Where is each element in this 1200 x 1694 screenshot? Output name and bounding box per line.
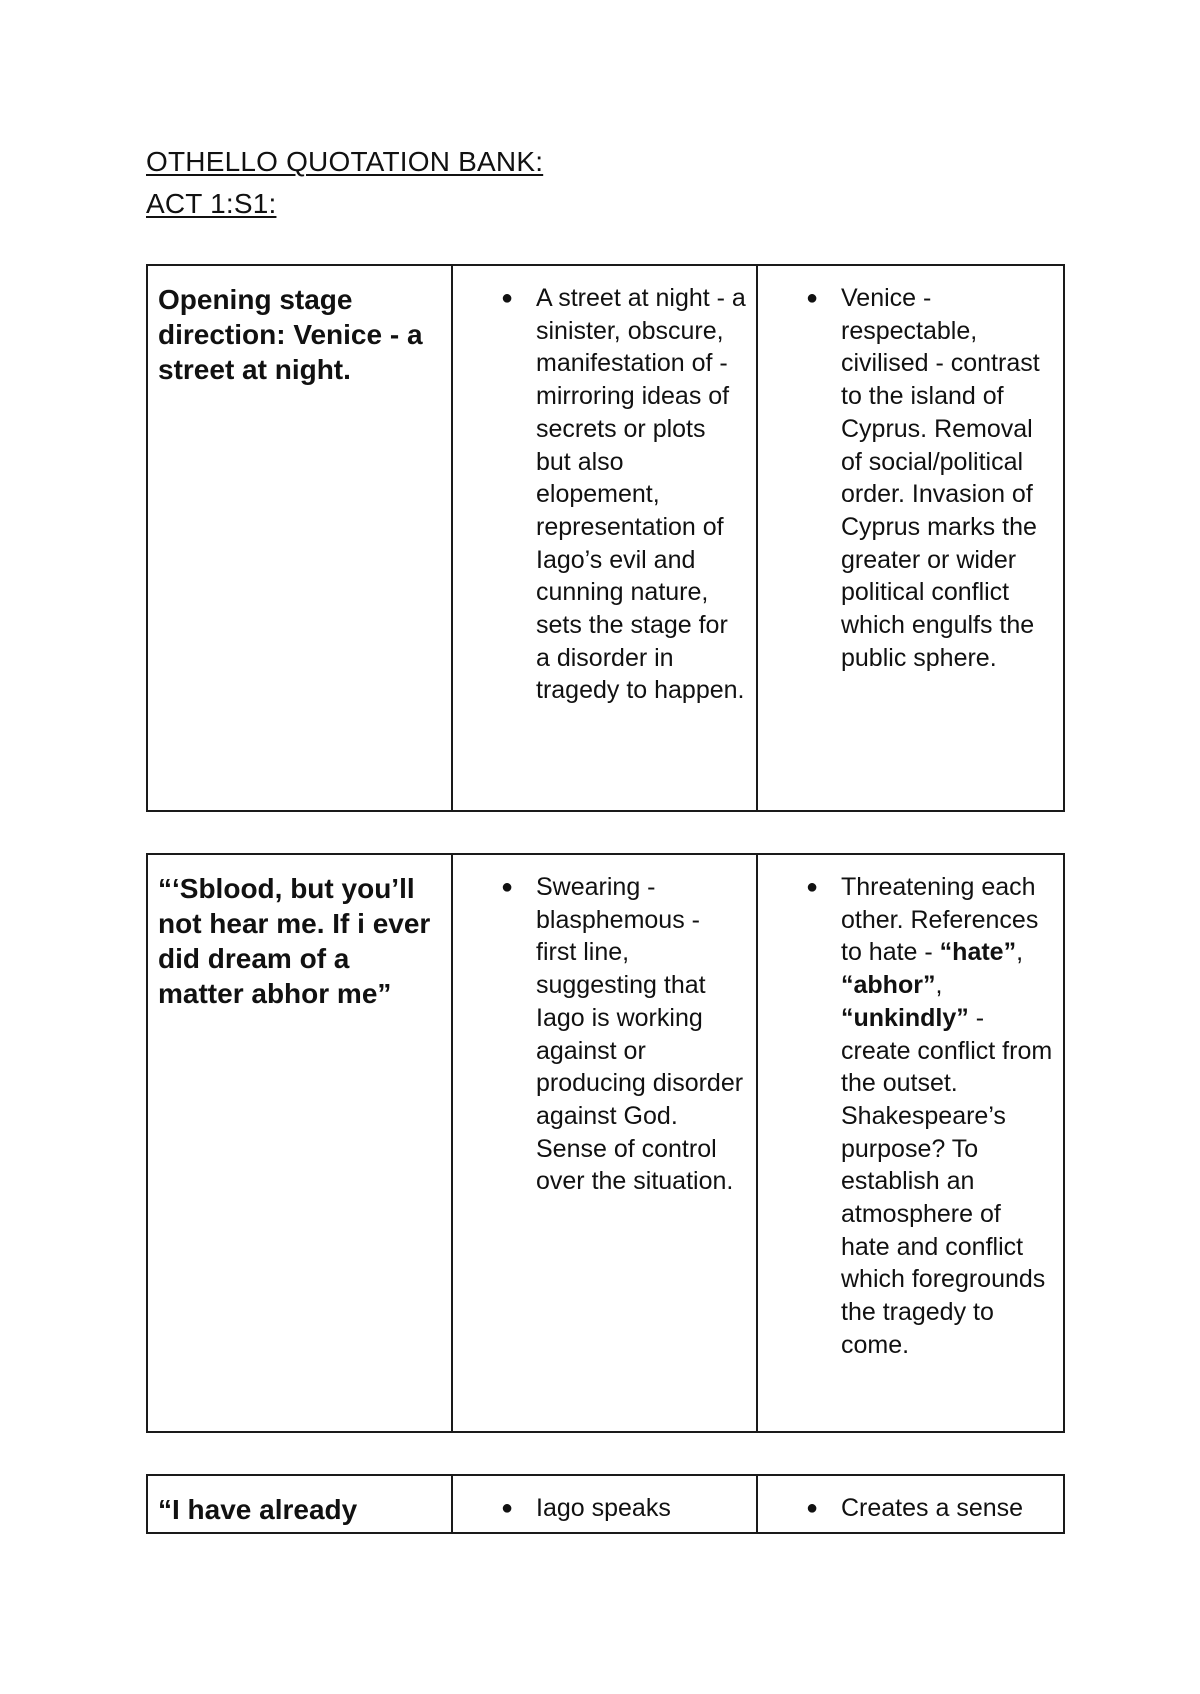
quote-cell (147, 854, 452, 1432)
quoted-word-hate: “hate” (939, 938, 1017, 967)
quoted-word-unkindly: “unkindly” (841, 1003, 969, 1032)
context-text-intro: Threatening each other. References to hate - (841, 873, 1039, 967)
context-text: Creates a sense (841, 1494, 1024, 1522)
document-title: OTHELLO QUOTATION BANK: (146, 146, 544, 177)
context-bullet (758, 855, 1063, 1362)
quote-text: “I have already (158, 1494, 358, 1525)
context-text: Venice - respectable, civilised - contrast to the island of Cyprus. Removal of social/political order. Invasion of Cyprus marks the greater or wider political conflict which engulfs the public sphere. (841, 284, 1040, 672)
quotation-table-3 (146, 1474, 1065, 1534)
analysis-bullet (453, 1476, 756, 1525)
analysis-cell (452, 265, 757, 811)
table-row (147, 1475, 1064, 1533)
analysis-bullet (453, 855, 756, 1198)
bullet-icon: ● (806, 287, 819, 309)
context-cell (757, 1475, 1064, 1533)
quote-text: “‘Sblood, but you’ll not hear me. If i ever did dream of a matter abhor me” (158, 873, 431, 1009)
quotation-table-2 (146, 853, 1065, 1433)
section-heading: ACT 1:S1: (146, 188, 277, 219)
separator: , (935, 971, 943, 1000)
context-cell (757, 854, 1064, 1432)
bullet-icon: ● (806, 876, 819, 898)
context-bullet (758, 1476, 1063, 1525)
bullet-icon: ● (501, 287, 514, 309)
context-text-outro: - create conflict from the outset. Shakespeare’s purpose? To establish an atmosphere of hate and conflict which foregrounds the tragedy to come. (841, 1003, 1053, 1359)
analysis-text: Iago speaks (536, 1494, 671, 1522)
analysis-text: A street at night - a sinister, obscure, manifestation of -mirroring ideas of secrets or plots but also elopement, representation of Iago’s evil and cunning nature, sets the stage for a disorder in tragedy to happen. (536, 284, 746, 705)
separator: , (1016, 938, 1024, 967)
context-cell (757, 265, 1064, 811)
quote-cell (147, 265, 452, 811)
bullet-icon: ● (501, 876, 514, 898)
table-row (147, 854, 1064, 1432)
analysis-bullet (453, 266, 756, 707)
quotation-table-1 (146, 264, 1065, 812)
bullet-icon: ● (806, 1497, 819, 1519)
context-bullet (758, 266, 1063, 674)
analysis-text: Swearing - blasphemous - first line, suggesting that Iago is working against or producing disorder against God. Sense of control over the situation. (536, 873, 744, 1196)
quote-text: Opening stage direction: Venice - a street at night. (158, 284, 423, 385)
quoted-word-abhor: “abhor” (841, 971, 936, 1000)
analysis-cell (452, 854, 757, 1432)
table-row (147, 265, 1064, 811)
quote-cell (147, 1475, 452, 1533)
bullet-icon: ● (501, 1497, 514, 1519)
analysis-cell (452, 1475, 757, 1533)
